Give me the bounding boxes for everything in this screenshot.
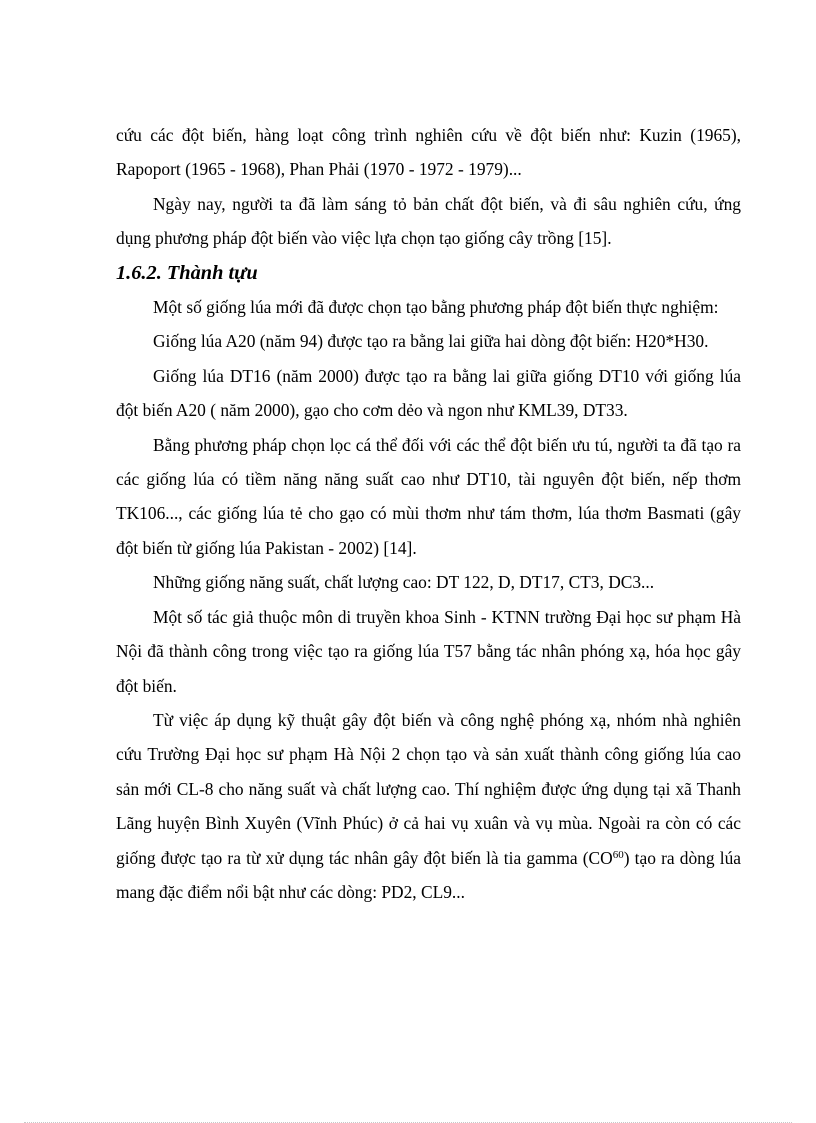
paragraph-cl8 xyxy=(116,703,741,909)
paragraph-t57: Một số tác giả thuộc môn di truyền khoa Sinh - KTNN trường Đại học sư phạm Hà Nội đã thành công trong việc tạo ra giống lúa T57 bằng tác nhân phóng xạ, hóa học gây đột biến. xyxy=(116,606,741,696)
document-page xyxy=(116,118,741,909)
paragraph-a20: Giống lúa A20 (năm 94) được tạo ra bằng lai giữa hai dòng đột biến: H20*H30. xyxy=(153,331,709,352)
section-heading: 1.6.2. Thành tựu xyxy=(116,261,258,284)
paragraph-selection: Bằng phương pháp chọn lọc cá thể đối với các thể đột biến ưu tú, người ta đã tạo ra các giống lúa có tiềm năng năng suất cao như DT10, tài nguyên đột biến, nếp thơm TK106..., các giống lúa tẻ cho gạo có mùi thơm như tám thơm, lúa thơm Basmati (gây đột biến từ giống lúa Pakistan - 2002) [14]. xyxy=(116,434,741,558)
superscript-60: 60 xyxy=(612,848,624,861)
paragraph-high-yield: Những giống năng suất, chất lượng cao: DT 122, D, DT17, CT3, DC3... xyxy=(153,572,655,593)
paragraph-intro-continuation: cứu các đột biến, hàng loạt công trình nghiên cứu về đột biến như: Kuzin (1965), Rapoport (1965 - 1968), Phan Phải (1970 - 1972 - 1979)... xyxy=(116,125,741,180)
paragraph-nowadays: Ngày nay, người ta đã làm sáng tỏ bản chất đột biến, và đi sâu nghiên cứu, ứng dụng phương pháp đột biến vào việc lựa chọn tạo giống cây trồng [15]. xyxy=(116,193,741,249)
paragraph-dt16: Giống lúa DT16 (năm 2000) được tạo ra bằng lai giữa giống DT10 với giống lúa đột biến A20 ( năm 2000), gạo cho cơm dẻo và ngon như KML39, DT33. xyxy=(116,365,741,421)
paragraph-cl8-ending: ) tạo ra dòng lúa mang đặc điểm nổi bật như các dòng: PD2, CL9... xyxy=(116,847,742,902)
paragraph-cl8-text: Từ việc áp dụng kỹ thuật gây đột biến và công nghệ phóng xạ, nhóm nhà nghiên cứu Trường Đại học sư phạm Hà Nội 2 chọn tạo và sản xuất thành công giống lúa cao sản mới CL-8 cho năng suất và chất lượng cao. Thí nghiệm được ứng dụng tại xã Thanh Lãng huyện Bình Xuyên (Vĩnh Phúc) ở cả hai vụ xuân và vụ mùa. Ngoài ra còn có các giống được tạo ra từ xử dụng tác nhân gây đột biến là tia gamma (CO xyxy=(116,709,741,868)
paragraph-new-varieties: Một số giống lúa mới đã được chọn tạo bằng phương pháp đột biến thực nghiệm: xyxy=(153,297,719,318)
